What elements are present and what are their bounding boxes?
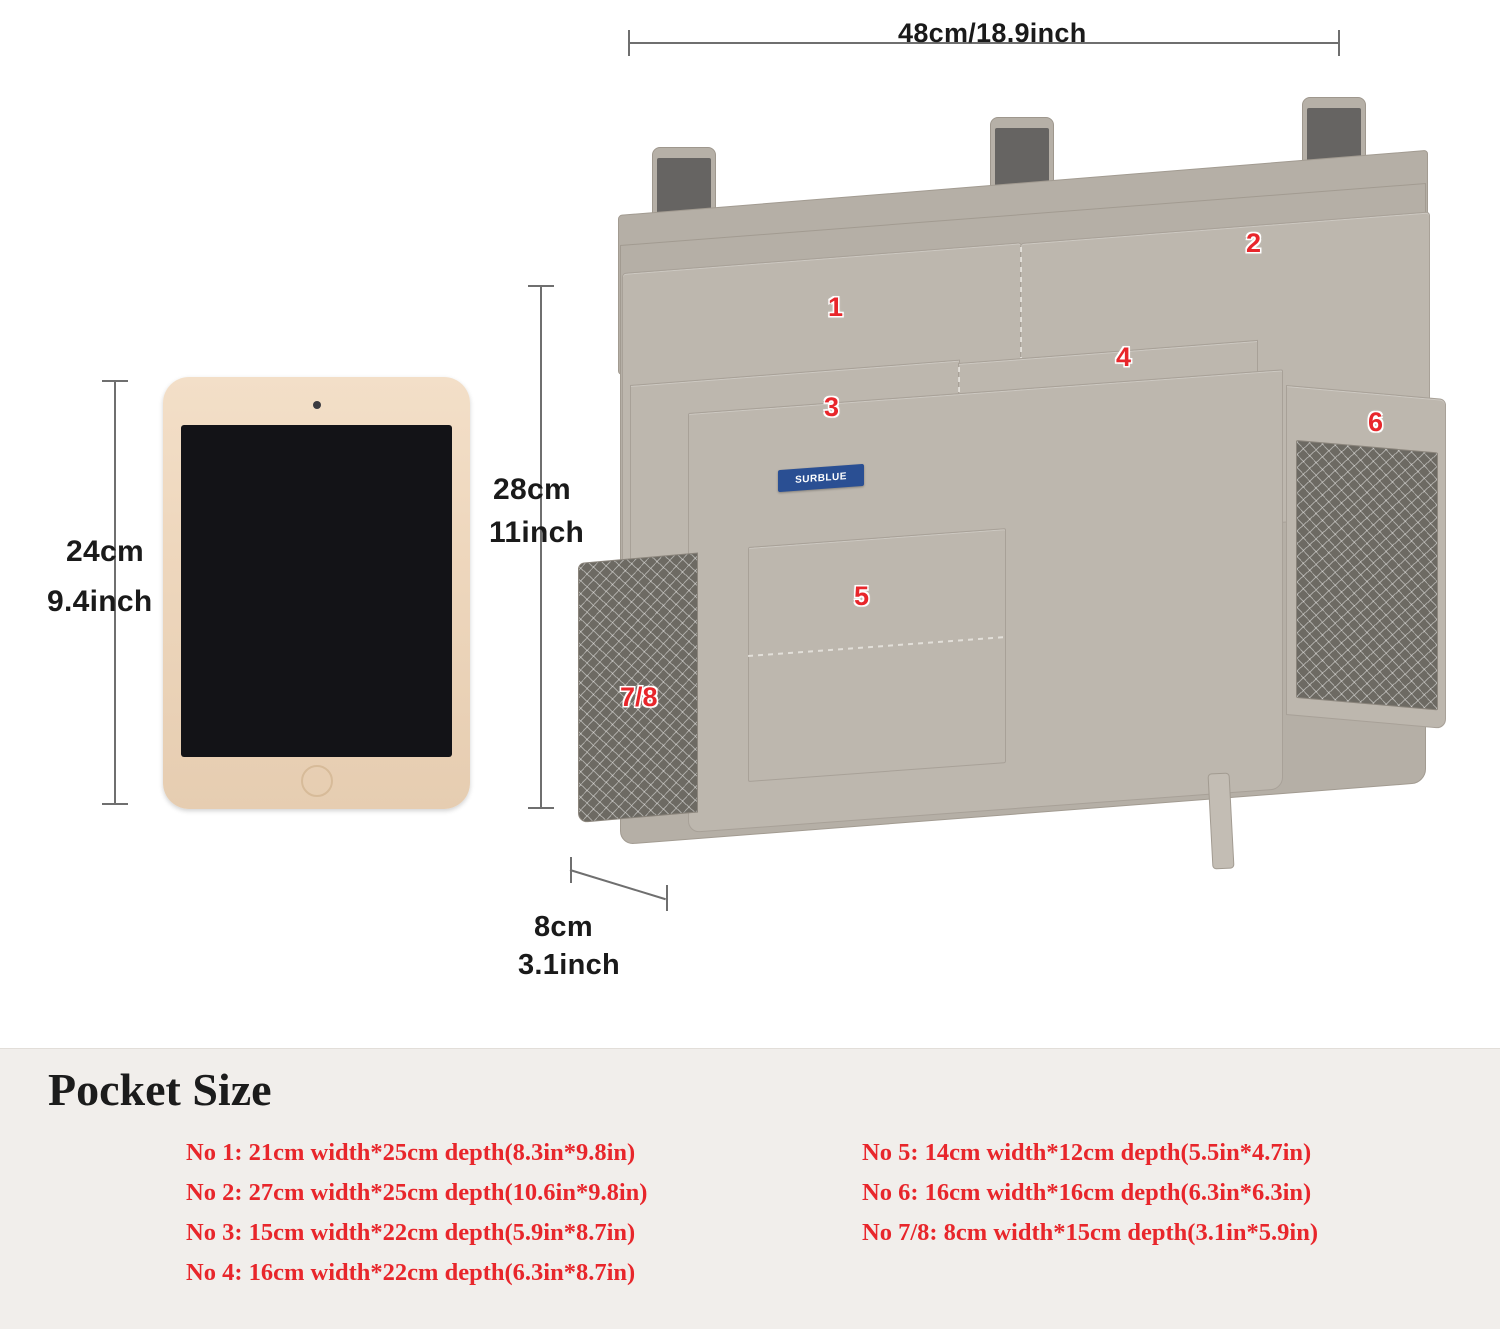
pocket-size-left-column <box>186 1133 647 1293</box>
depth-dimension-label-inch: 3.1inch <box>518 949 621 981</box>
height-dimension-label-inch: 11inch <box>489 516 585 549</box>
width-measure-cap-left <box>628 30 630 56</box>
height-measure-cap-top <box>528 285 554 287</box>
pocket-label-5: 5 <box>854 581 870 611</box>
pocket-size-line-6: No 6: 16cm width*16cm depth(6.3in*6.3in) <box>862 1179 1312 1206</box>
pocket-6-mesh <box>1296 440 1438 710</box>
tablet-height-cap-top <box>102 380 128 382</box>
strap-velcro-center <box>995 128 1049 186</box>
width-measure-cap-right <box>1338 30 1340 56</box>
width-dimension-label: 48cm/18.9inch <box>898 18 1087 48</box>
tablet-screen <box>181 425 452 757</box>
pocket-label-2: 2 <box>1246 228 1262 258</box>
pocket-size-info-band <box>0 1048 1500 1329</box>
brand-tag: SURBLUE <box>778 464 864 492</box>
tablet-home-button-icon <box>301 765 333 797</box>
pocket-size-line-2: No 2: 27cm width*25cm depth(10.6in*9.8in) <box>186 1179 648 1206</box>
pocket-size-title: Pocket Size <box>48 1064 272 1115</box>
height-measure-cap-bottom <box>528 807 554 809</box>
pocket-size-line-1: No 1: 21cm width*25cm depth(8.3in*9.8in) <box>186 1139 636 1166</box>
height-dimension-label-cm: 28cm <box>493 473 571 506</box>
tablet-dimension-label-inch: 9.4inch <box>47 585 153 618</box>
tablet-dimension-label-cm: 24cm <box>66 535 144 568</box>
tablet-height-cap-bottom <box>102 803 128 805</box>
tablet-illustration <box>163 377 470 809</box>
pocket-size-line-4: No 4: 16cm width*22cm depth(6.3in*8.7in) <box>186 1259 636 1286</box>
pocket-label-7-8: 7/8 <box>620 682 658 712</box>
pocket-size-line-3: No 3: 15cm width*22cm depth(5.9in*8.7in) <box>186 1219 636 1246</box>
pocket-size-line-7-8: No 7/8: 8cm width*15cm depth(3.1in*5.9in) <box>862 1219 1318 1246</box>
pocket-size-right-column <box>862 1133 1318 1253</box>
pocket-5 <box>748 528 1006 782</box>
pocket-label-6: 6 <box>1368 407 1384 437</box>
pocket-size-line-5: No 5: 14cm width*12cm depth(5.5in*4.7in) <box>862 1139 1312 1166</box>
pocket-label-4: 4 <box>1116 342 1132 372</box>
depth-dimension-label-cm: 8cm <box>534 911 593 943</box>
pocket-label-1: 1 <box>828 292 844 322</box>
pocket-label-3: 3 <box>824 392 840 422</box>
tablet-camera-icon <box>313 401 321 409</box>
bedside-organizer-illustration <box>560 95 1480 935</box>
